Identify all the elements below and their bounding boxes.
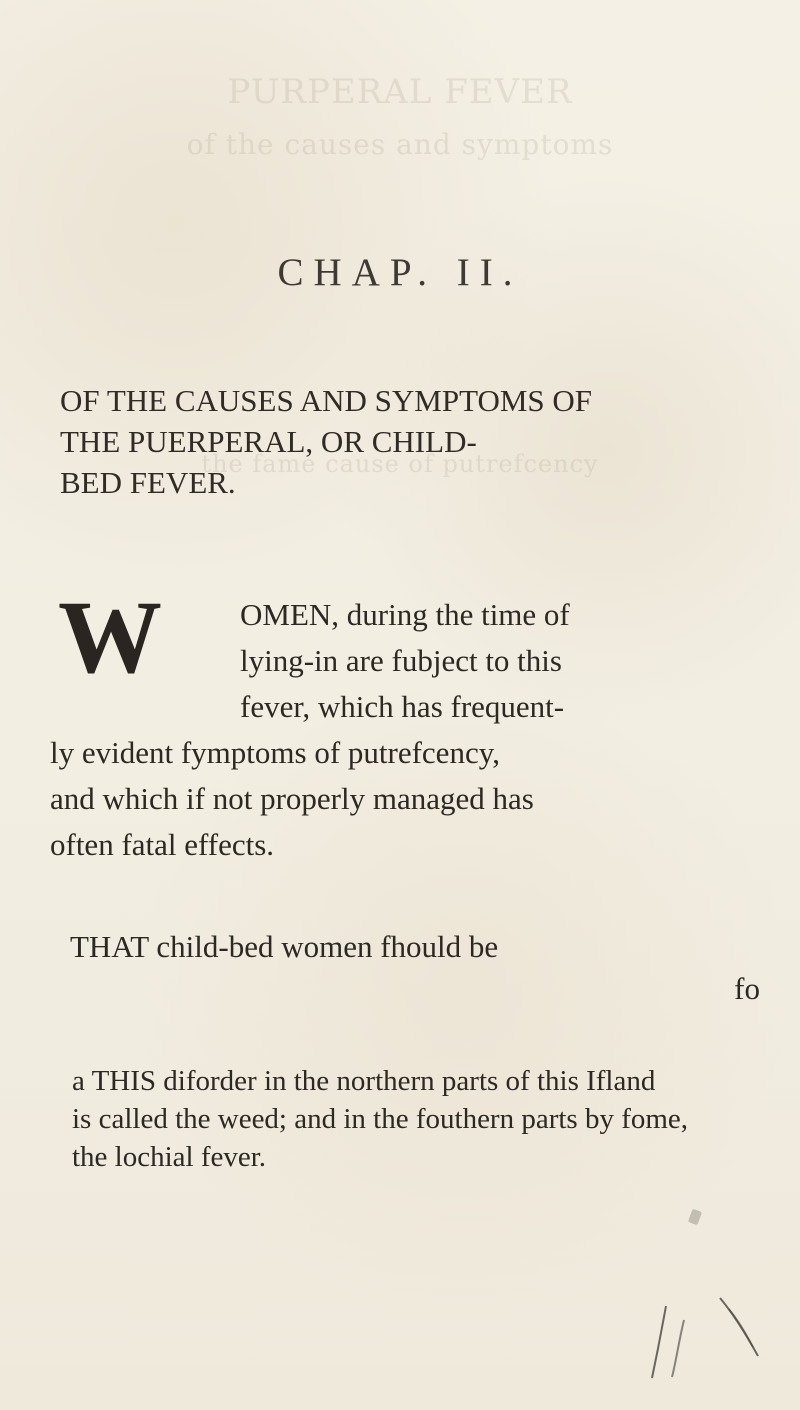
intro-line-6: often fatal effects. bbox=[50, 827, 275, 862]
paragraph-2-line-2: fo bbox=[734, 971, 760, 1006]
drop-cap: W bbox=[58, 580, 162, 695]
bleedthrough-text: the fame cause of putrefcency bbox=[201, 450, 599, 478]
paragraph-3 bbox=[72, 1062, 792, 1176]
title-line-3: BED FEVER. bbox=[60, 465, 236, 500]
document-title bbox=[60, 380, 680, 503]
title-line-1: OF THE CAUSES AND SYMPTOMS OF bbox=[60, 383, 593, 418]
paragraph-2 bbox=[70, 926, 760, 1010]
bleedthrough-text: of the causes and symptoms bbox=[186, 128, 614, 161]
intro-line-1: OMEN, during the time of bbox=[240, 597, 570, 632]
bleedthrough-text: PURPERAL FEVER bbox=[227, 72, 573, 112]
intro-line-2: lying-in are fubject to this bbox=[240, 643, 562, 678]
paragraph-3-line-2: is called the weed; and in the fouthern parts by fome, bbox=[72, 1103, 689, 1135]
intro-line-3: fever, which has frequent- bbox=[240, 689, 565, 724]
chapter-heading: CHAP. II. bbox=[277, 251, 523, 294]
intro-line-5: and which if not properly managed has bbox=[50, 781, 534, 816]
title-line-2: THE PUERPERAL, OR CHILD- bbox=[60, 424, 477, 459]
paragraph-3-line-3: the lochial fever. bbox=[72, 1141, 267, 1173]
marginal-scribble-icon bbox=[632, 1278, 772, 1388]
intro-paragraph bbox=[50, 580, 700, 868]
ink-mark bbox=[688, 1209, 702, 1226]
intro-line-4: ly evident fymptoms of putrefcency, bbox=[50, 735, 500, 770]
paragraph-3-line-1: a THIS diforder in the northern parts of this Ifland bbox=[72, 1065, 656, 1097]
paragraph-2-line-1: THAT child-bed women fhould be bbox=[70, 929, 499, 964]
